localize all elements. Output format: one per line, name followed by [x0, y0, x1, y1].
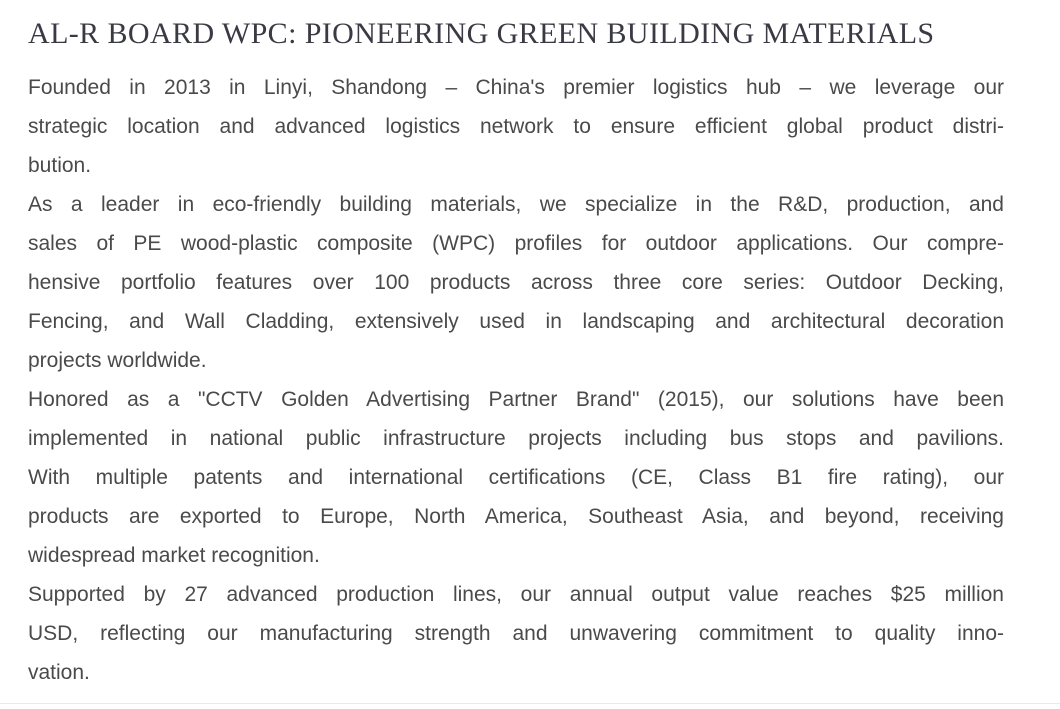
paragraph-recognition	[28, 380, 1004, 575]
text-line: With multiple patents and international certifications (CE, Class B1 fire rating), our	[28, 466, 1004, 489]
bottom-divider	[0, 703, 1060, 704]
paragraph-capacity	[28, 575, 1004, 692]
text-line: Fencing, and Wall Cladding, extensively used in landscaping and architectural decoration	[28, 310, 1004, 333]
paragraph-founding	[28, 68, 1004, 185]
text-line: implemented in national public infrastructure projects including bus stops and pavilions.	[28, 427, 1004, 450]
text-line: hensive portfolio features over 100 products across three core series: Outdoor Decking,	[28, 271, 1004, 294]
text-line: Supported by 27 advanced production lines, our annual output value reaches $25 million	[28, 583, 1004, 606]
text-line: projects worldwide.	[28, 349, 207, 372]
text-line: Founded in 2013 in Linyi, Shandong – China's premier logistics hub – we leverage our	[28, 76, 1004, 99]
text-line: sales of PE wood-plastic composite (WPC) profiles for outdoor applications. Our compre-	[28, 232, 1004, 255]
page-title: AL-R BOARD WPC: PIONEERING GREEN BUILDING MATERIALS	[28, 17, 935, 50]
text-line: Honored as a "CCTV Golden Advertising Partner Brand" (2015), our solutions have been	[28, 388, 1004, 411]
text-line: bution.	[28, 154, 92, 177]
paragraph-products	[28, 185, 1004, 380]
text-line: products are exported to Europe, North America, Southeast Asia, and beyond, receiving	[28, 505, 1004, 528]
text-line: USD, reflecting our manufacturing strength and unwavering commitment to quality inno-	[28, 622, 1004, 645]
text-line: vation.	[28, 661, 90, 684]
text-line: As a leader in eco-friendly building materials, we specialize in the R&D, production, and	[28, 193, 1004, 216]
text-line: widespread market recognition.	[28, 544, 320, 567]
text-line: strategic location and advanced logistics network to ensure efficient global product distri-	[28, 115, 1004, 138]
